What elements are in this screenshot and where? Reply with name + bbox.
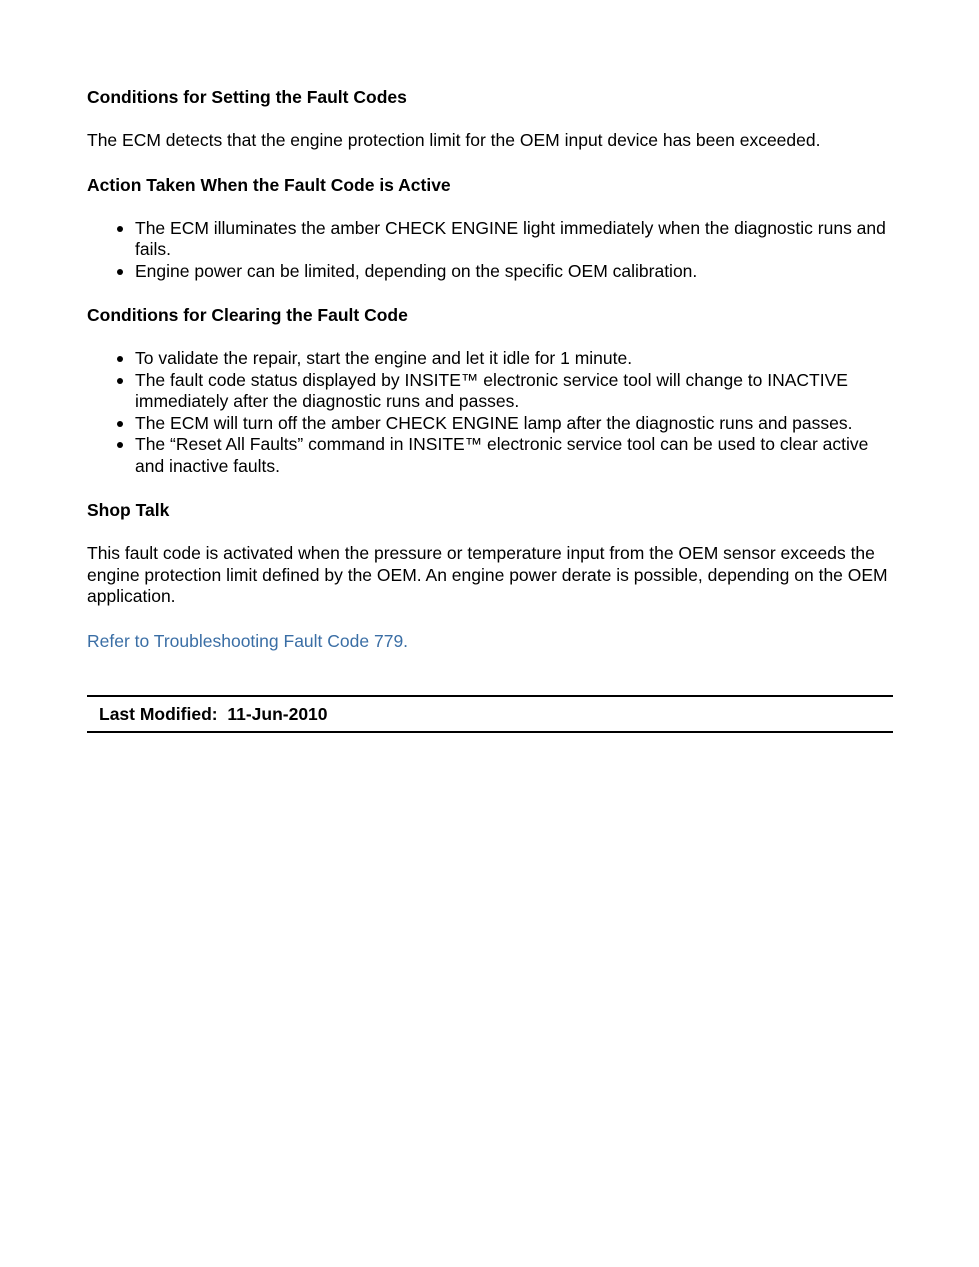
bullet-icon <box>117 442 123 448</box>
list-item <box>135 413 893 435</box>
clearing-conditions-list <box>87 348 893 477</box>
list-item-text: To validate the repair, start the engine and let it idle for 1 minute. <box>135 348 633 368</box>
list-item <box>135 218 893 261</box>
heading-setting-conditions: Conditions for Setting the Fault Codes <box>87 87 407 107</box>
heading-shop-talk: Shop Talk <box>87 500 170 520</box>
bullet-icon <box>117 226 123 232</box>
heading-action-taken: Action Taken When the Fault Code is Active <box>87 174 451 195</box>
list-item-text: Engine power can be limited, depending on the specific OEM calibration. <box>135 260 698 281</box>
list-item-text: The “Reset All Faults” command in INSITE™ electronic service tool can be used to clear active and inactive faults. <box>135 434 869 476</box>
list-item <box>135 348 893 370</box>
shop-talk-text: This fault code is activated when the pressure or temperature input from the OEM sensor exceeds the engine protection limit defined by the OEM. An engine power derate is possible, depending on the OEM application. <box>87 543 888 606</box>
list-item-text: The ECM illuminates the amber CHECK ENGINE light immediately when the diagnostic runs and fails. <box>135 217 886 259</box>
bullet-icon <box>117 269 123 275</box>
last-modified-bar <box>87 695 893 733</box>
list-item <box>135 370 893 413</box>
list-item <box>135 434 893 477</box>
bullet-icon <box>117 356 123 362</box>
list-item-text: The fault code status displayed by INSITE™ electronic service tool will change to INACTIVE immediately after the diagnostic runs and passes. <box>135 369 848 411</box>
setting-conditions-text: The ECM detects that the engine protection limit for the OEM input device has been exceeded. <box>87 130 821 150</box>
troubleshooting-link[interactable]: Refer to Troubleshooting Fault Code 779. <box>87 630 409 651</box>
bullet-icon <box>117 421 123 427</box>
last-modified-label: Last Modified: 11-Jun-2010 <box>99 704 328 724</box>
action-taken-list <box>87 218 893 283</box>
document-body <box>87 86 893 652</box>
bullet-icon <box>117 378 123 384</box>
heading-clearing-conditions: Conditions for Clearing the Fault Code <box>87 305 408 325</box>
list-item-text: The ECM will turn off the amber CHECK ENGINE lamp after the diagnostic runs and passes. <box>135 412 853 433</box>
list-item <box>135 261 893 283</box>
